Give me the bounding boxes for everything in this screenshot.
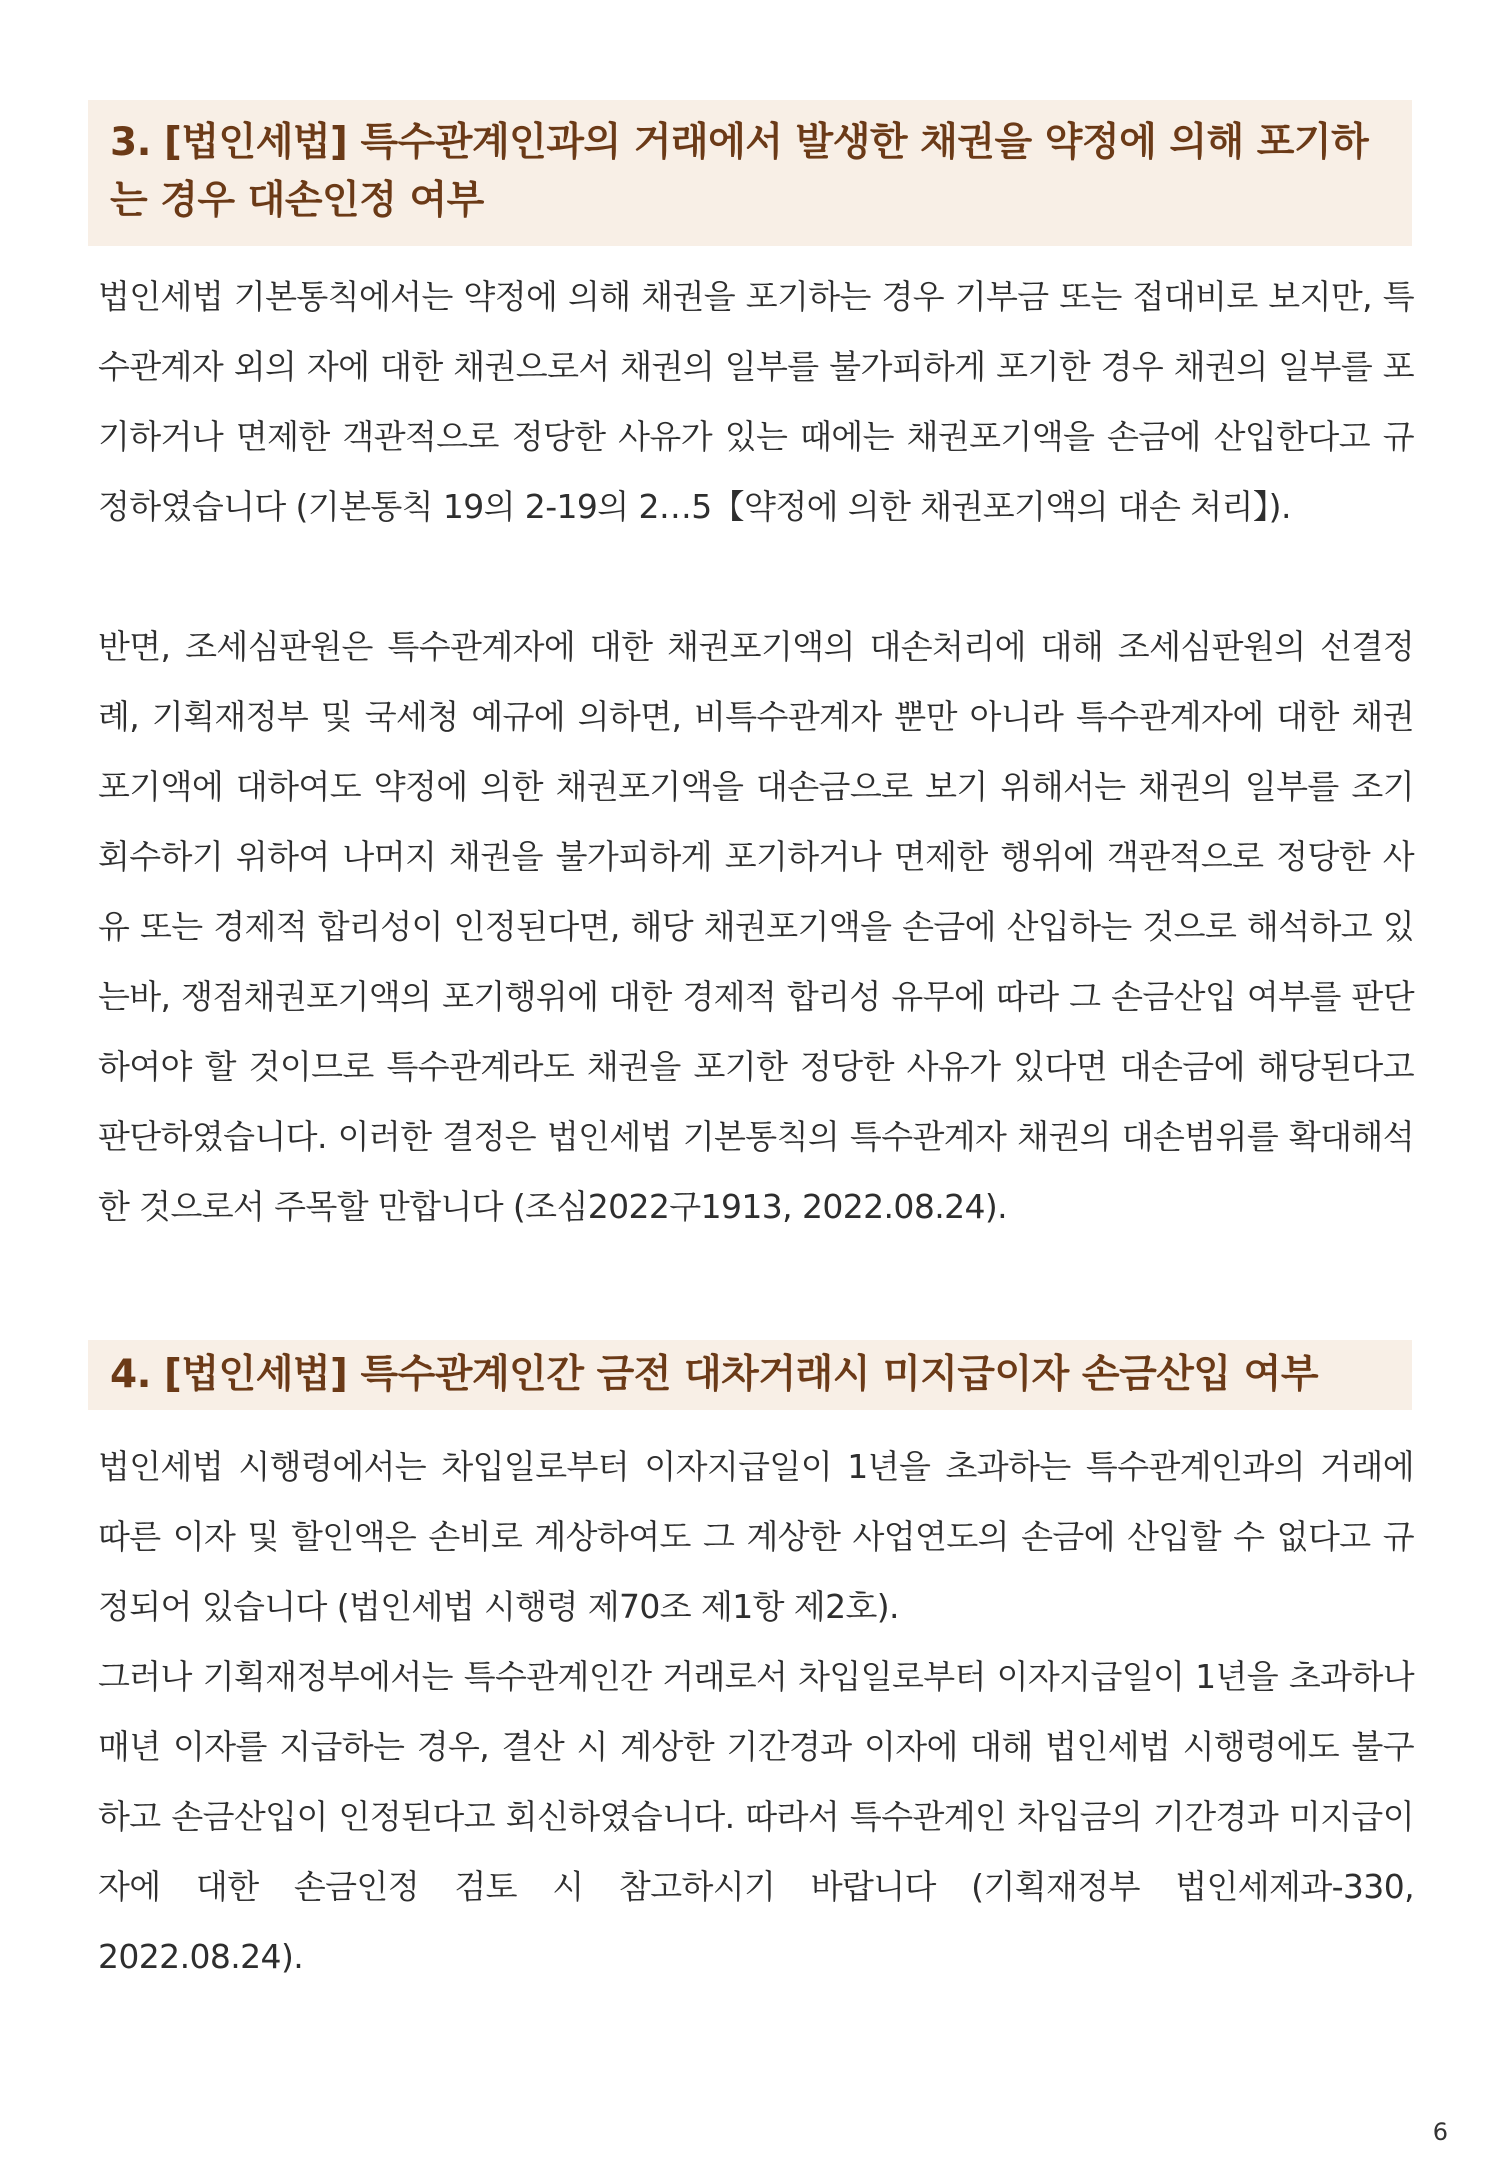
section-3-paragraph-2: 반면, 조세심판원은 특수관계자에 대한 채권포기액의 대손처리에 대해 조세심판원의 선결정례, 기획재정부 및 국세청 예규에 의하면, 비특수관계자 뿐만 아니라 특수관계자에 대한 채권포기액에 대하여도 약정에 의한 채권포기액을 대손금으로 보기 위해서는 채권의 일부를 조기 회수하기 위하여 나머지 채권을 불가피하게 포기하거나 면제한 행위에 객관적으로 정당한 사유 또는 경제적 합리성이 인정된다면, 해당 채권포기액을 손금에 산입하는 것으로 해석하고 있는바, 쟁점채권포기액의 포기행위에 대한 경제적 합리성 유무에 따라 그 손금산입 여부를 판단하여야 할 것이므로 특수관계라도 채권을 포기한 정당한 사유가 있다면 대손금에 해당된다고 판단하였습니다. 이러한 결정은 법인세법 기본통칙의 특수관계자 채권의 대손범위를 확대해석한 것으로서 주목할 만합니다 (조심2022구1913, 2022.08.24).: [98, 627, 1414, 1226]
section-4-paragraph-1: 법인세법 시행령에서는 차입일로부터 이자지급일이 1년을 초과하는 특수관계인과의 거래에 따른 이자 및 할인액은 손비로 계상하여도 그 계상한 사업연도의 손금에 산입할 수 없다고 규정되어 있습니다 (법인세법 시행령 제70조 제1항 제2호).: [98, 1447, 1414, 1626]
page-number: 6: [1432, 2118, 1448, 2146]
section-3-heading: 3. [법인세법] 특수관계인과의 거래에서 발생한 채권을 약정에 의해 포기하는 경우 대손인정 여부: [88, 100, 1412, 246]
section-4-paragraph-2: 그러나 기획재정부에서는 특수관계인간 거래로서 차입일로부터 이자지급일이 1년을 초과하나 매년 이자를 지급하는 경우, 결산 시 계상한 기간경과 이자에 대해 법인세법 시행령에도 불구하고 손금산입이 인정된다고 회신하였습니다. 따라서 특수관계인 차입금의 기간경과 미지급이자에 대한 손금인정 검토 시 참고하시기 바랍니다 (기획재정부 법인세제과-330, 2022.08.24).: [98, 1657, 1414, 1976]
section-4-heading: 4. [법인세법] 특수관계인간 금전 대차거래시 미지급이자 손금산입 여부: [88, 1340, 1412, 1410]
section-3-paragraph-1: 법인세법 기본통칙에서는 약정에 의해 채권을 포기하는 경우 기부금 또는 접대비로 보지만, 특수관계자 외의 자에 대한 채권으로서 채권의 일부를 불가피하게 포기한 경우 채권의 일부를 포기하거나 면제한 객관적으로 정당한 사유가 있는 때에는 채권포기액을 손금에 산입한다고 규정하였습니다 (기본통칙 19의 2-19의 2…5【약정에 의한 채권포기액의 대손 처리】).: [98, 277, 1414, 526]
